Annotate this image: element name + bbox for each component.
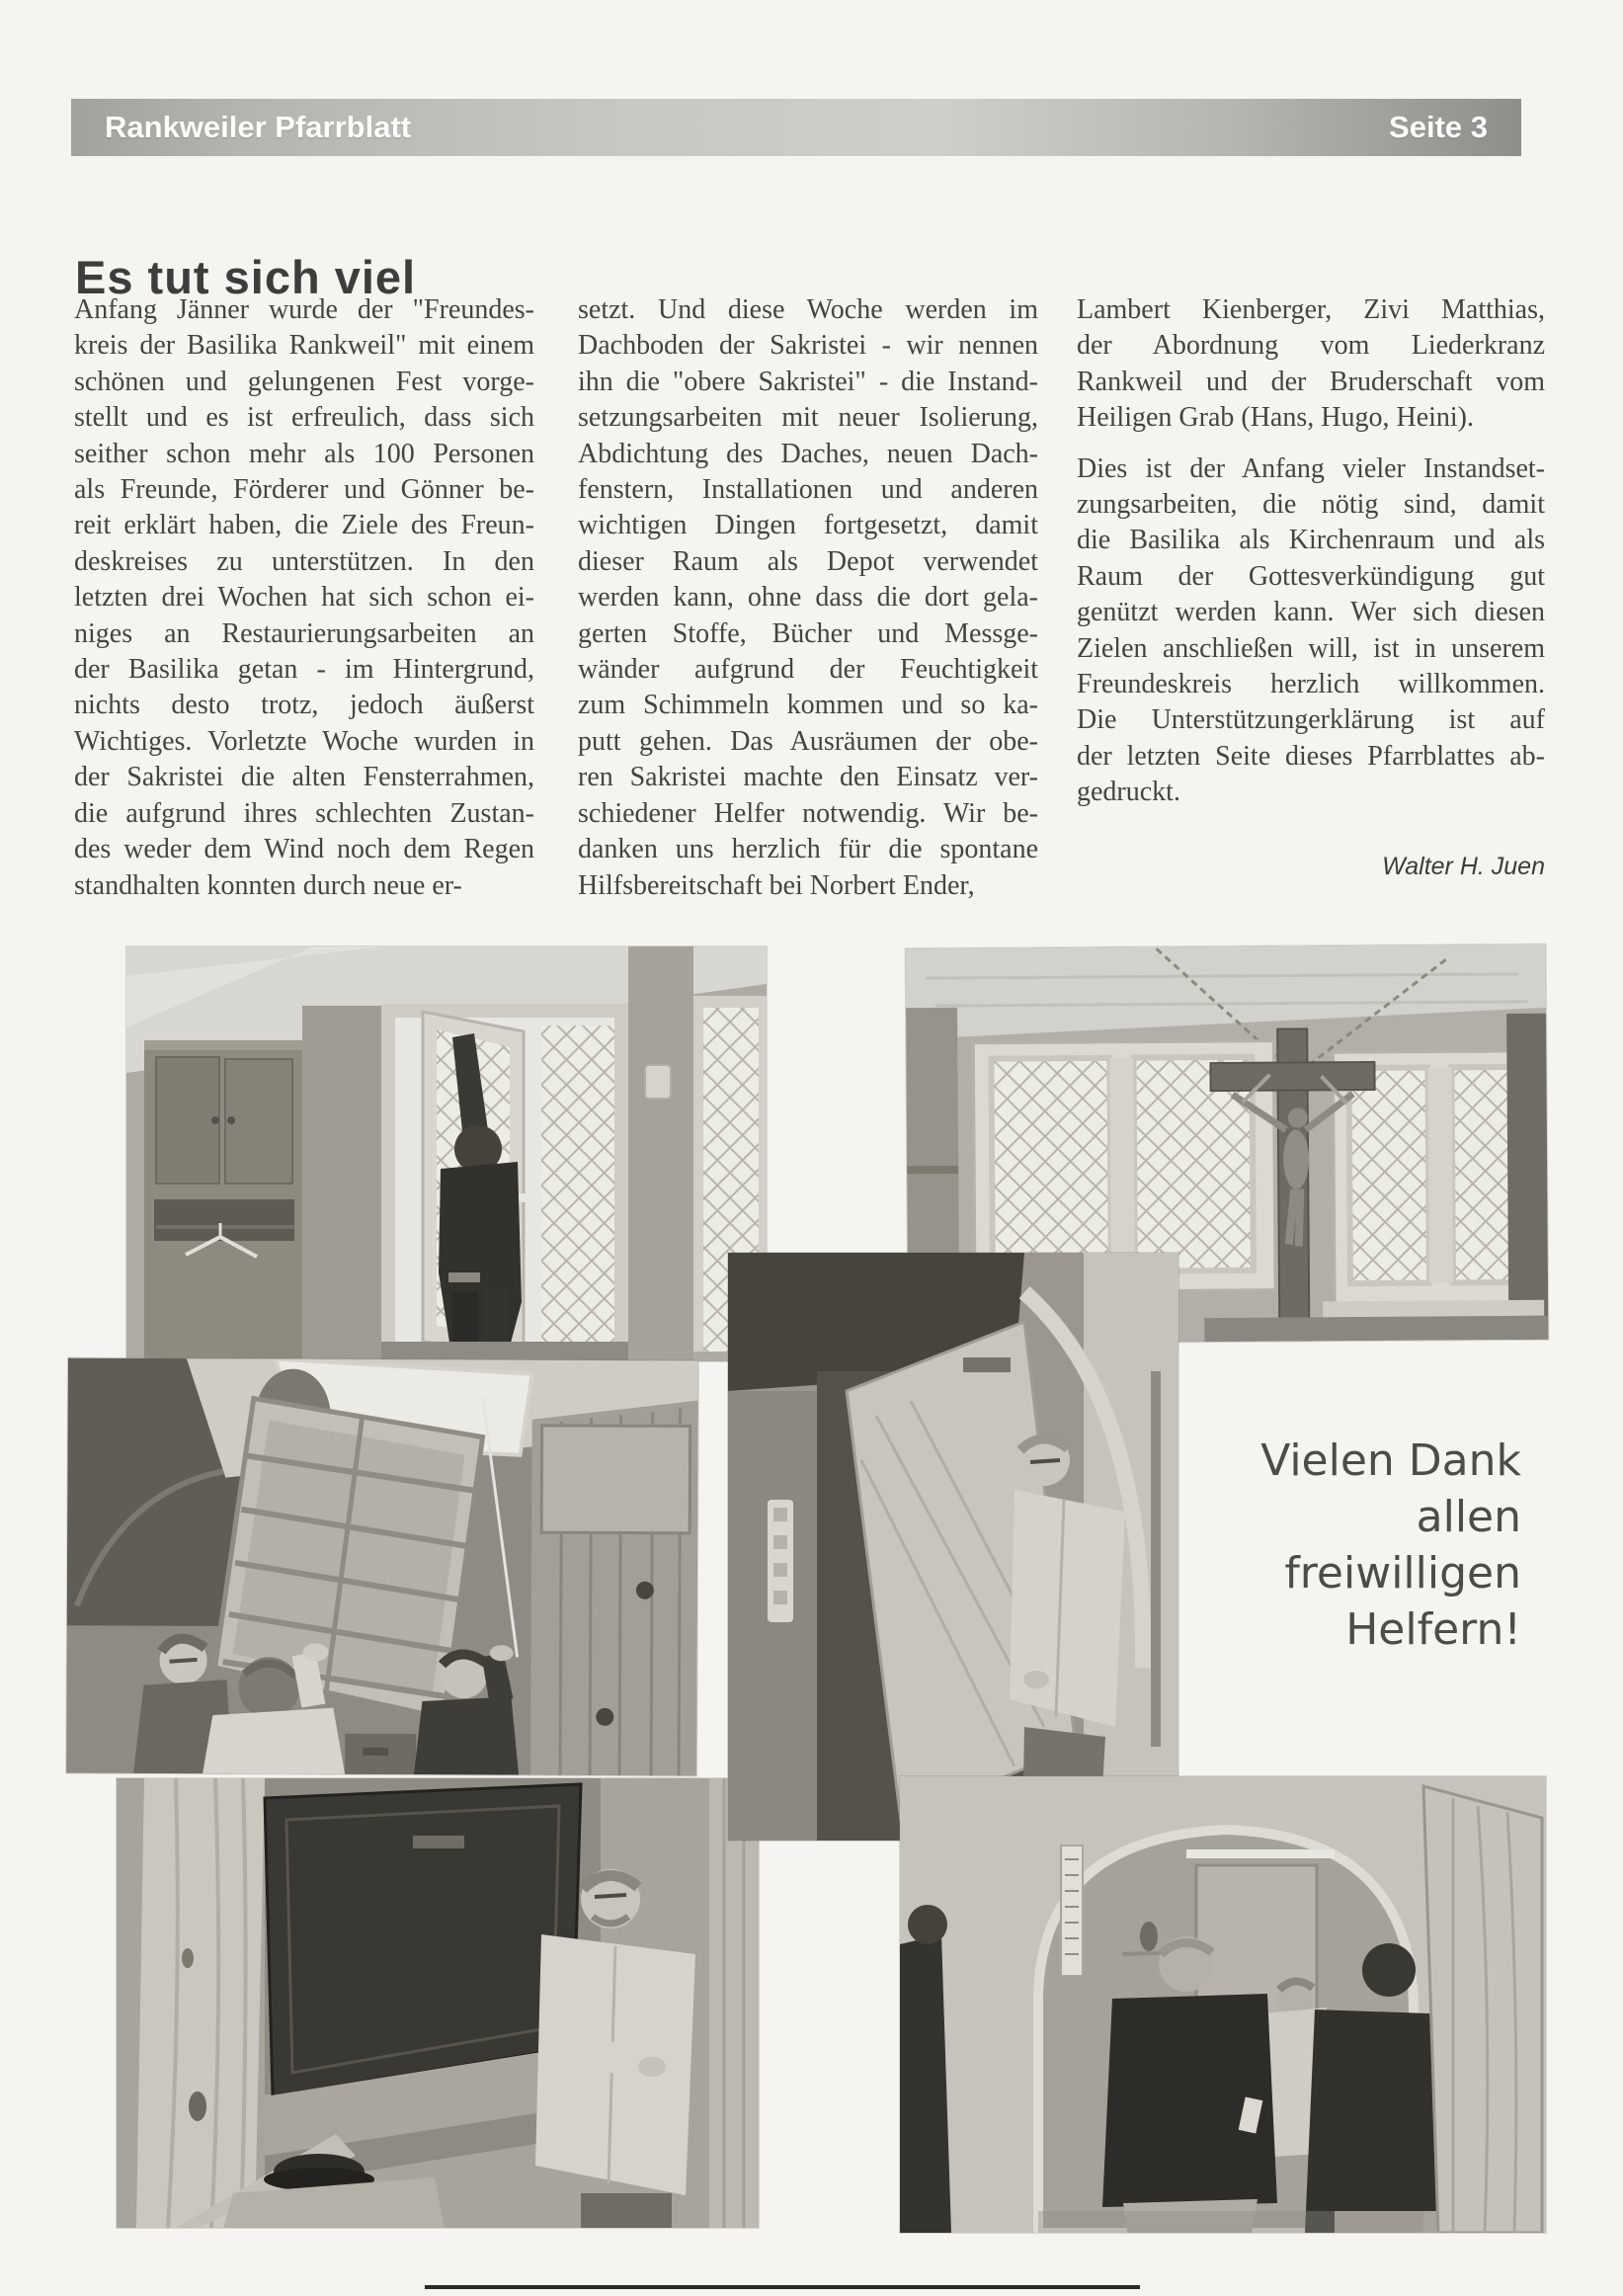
page-number: Seite 3	[1389, 110, 1488, 144]
photo-window-installation	[126, 946, 767, 1361]
paragraph: Dies ist der Anfang vieler Instandset- zungsarbeiten, die nötig sind, damit die Basilika als Kirchenraum und als Raum der Gottesverkündigung gut genützt werden kann. Wer sich diesen Zielen anschließen will, ist in unserem Freundeskreis herzlich willkommen. Die Unterstützungerklärung ist auf der letzten Seite dieses Pfarrblattes ab- gedruckt.	[1077, 452, 1545, 808]
paragraph: setzt. Und diese Woche werden im Dachboden der Sakristei - wir nennen ihn die "obere Sakristei" - die Instand- setzungsarbeiten mit neuer Isolierung, Abdichtung des Daches, neuen Dach- fenstern, Installationen und anderen wichtigen Dingen fortgesetzt, damit dieser Raum als Depot verwendet werden kann, ohne dass die dort gela- gerten Stoffe, Bücher und Messge- wänder aufgrund der Feuchtigkeit zum Schimmeln kommen und so ka- putt gehen. Das Ausräumen der obe- ren Sakristei machte den Einsatz ver- schiedener Helfer notwendig. Wir be- danken uns herzlich für die spontane Hilfsbereitschaft bei Norbert Ender,	[578, 294, 1038, 901]
photo-lifting-shelf-to-attic	[66, 1358, 698, 1776]
photo-carrying-dark-cabinet	[117, 1778, 759, 2228]
author-signature: Walter H. Juen	[1382, 852, 1545, 880]
text-column-2	[578, 292, 1038, 904]
article-title: Es tut sich viel	[75, 251, 417, 304]
photo-helpers-at-archway	[900, 1776, 1546, 2233]
newsletter-title: Rankweiler Pfarrblatt	[105, 110, 412, 144]
page-header-bar	[71, 99, 1521, 156]
text-column-1	[74, 292, 534, 904]
paragraph: Lambert Kienberger, Zivi Matthias, der Abordnung vom Liederkranz Rankweil und der Bruderschaft vom Heiligen Grab (Hans, Hugo, Heini).	[1077, 294, 1545, 434]
paragraph: Anfang Jänner wurde der "Freundes- kreis der Basilika Rankweil" mit einem schönen und gelungenen Fest vorge- stellt und es ist erfreulich, dass sich seither schon mehr als 100 Personen als Freunde, Förderer und Gönner be- reit erklärt haben, die Ziele des Freun- deskreises zu unterstützen. In den letzten drei Wochen hat sich schon ei- niges an Restaurierungsarbeiten an der Basilika getan - im Hintergrund, nichts desto trotz, jedoch äußerst Wichtiges. Vorletzte Woche wurden in der Sakristei die alten Fensterrahmen, die aufgrund ihres schlechten Zustan- des weder dem Wind noch dem Regen standhalten konnten durch neue er-	[74, 294, 534, 901]
photo-carrying-door-panel	[728, 1253, 1178, 1841]
text-column-3	[1077, 292, 1545, 884]
thank-you-note: Vielen Dank allen freiwilligen Helfern!	[1260, 1435, 1521, 1655]
scan-artifact-line	[425, 2285, 1140, 2289]
